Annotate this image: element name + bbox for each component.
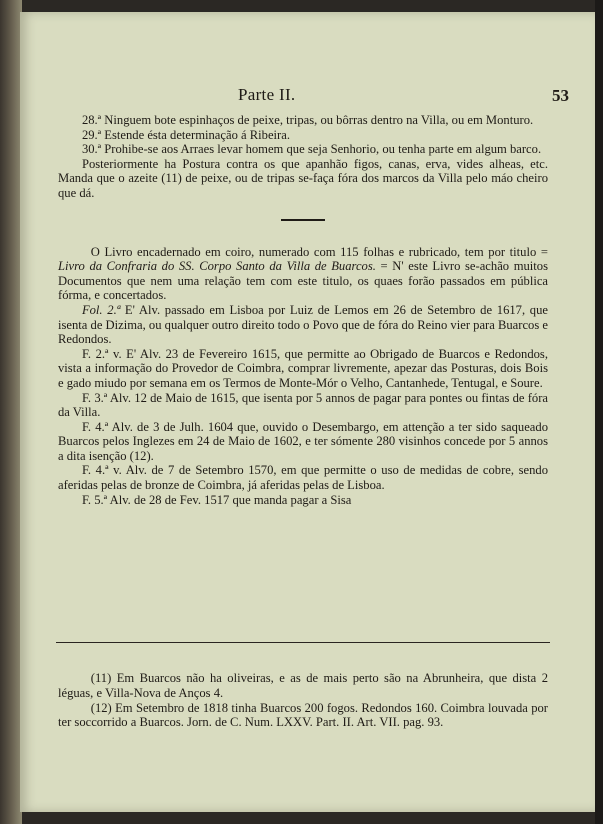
entry-ref: F. 4.ª v. — [81, 463, 122, 478]
entry-text: E' Alv. passado em Lisboa por Luiz de Lemos em 26 de Setembro de 1617, que isenta de Dizima, ou qualquer outro direito todo o Povo que de fóra do Reino vier para Buarcos e Redondos. — [58, 302, 548, 347]
entry-ref: Fol. 2.ª — [81, 302, 121, 317]
footnotes — [58, 671, 548, 730]
entry-text: Alv. de 28 de Fev. 1517 que manda pagar a Sisa — [107, 492, 352, 507]
page-number: 53 — [552, 86, 569, 105]
entry-f-5 — [58, 493, 548, 508]
footnote-12: (12) Em Setembro de 1818 tinha Buarcos 200 fogos. Redondos 160. Coimbra louvada por ter soccorrido a Buarcos. Jorn. de C. Num. LXXV. Part. II. Art. VII. pag. 93. — [58, 700, 548, 730]
book-title: Livro da Confraria do SS. Corpo Santo da Villa de Buarcos. — [58, 259, 376, 274]
entry-text: Alv. de 7 de Setembro 1570, em que permitte o uso de medidas de cobre, sendo aferidas pelas de bronze de Coimbra, já aferidas pelas de Lisboa. — [58, 463, 548, 493]
intro-text-before: O Livro encadernado em coiro, numerado com 115 folhas e rubricado, tem por titulo = — [90, 244, 548, 259]
paragraph-item-30: 30.ª Prohibe-se aos Arraes levar homem que seja Senhorio, ou tenha parte em algum barco. — [81, 142, 542, 157]
scan-border — [595, 0, 603, 824]
entry-ref: F. 3.ª — [81, 390, 108, 405]
entry-ref: F. 2.ª v. — [81, 346, 122, 361]
paragraph-item-29: 29.ª Estende ésta determinação á Ribeira. — [81, 127, 290, 142]
book-gutter — [0, 0, 22, 824]
intro-text-after: = N' este Livro se-achão muitos Documentos que nem uma relação tem com este titulo, os quaes forão passados em pública fórma, e concertados. — [58, 259, 548, 303]
entry-ref: F. 4.ª — [81, 419, 109, 434]
entry-f-4v — [58, 463, 548, 492]
page-header — [20, 85, 595, 107]
entry-fol-2 — [58, 303, 548, 347]
main-text — [58, 113, 548, 507]
entry-f-2v — [58, 347, 548, 391]
entry-text: Alv. de 3 de Julh. 1604 que, ouvido o Desembargo, em attenção a ter sido saqueado Buarcos pelos Inglezes em 24 de Maio de 1602, e ter sómente 280 visinhos concede por 5 annos a dita isenção (12). — [58, 419, 548, 463]
entry-text: E' Alv. 23 de Fevereiro 1615, que permitte ao Obrigado de Buarcos e Redondos, vista a informação do Provedor de Coimbra, comprar livremente, apezar das Posturas, dois Bois e gado miudo por semana em os Termos de Monte-Mór o Velho, Cantanhede, Tentugal, e Soure. — [58, 346, 548, 390]
footnote-11: (11) Em Buarcos não ha oliveiras, e as de mais perto são na Abrunheira, que dista 2 léguas, e Villa-Nova de Anços 4. — [58, 671, 548, 700]
entry-f-3 — [58, 391, 548, 420]
entry-text: Alv. 12 de Maio de 1615, que isenta por 5 annos de pagar para pontes ou fintas de fóra da Villa. — [58, 390, 549, 420]
footnote-divider — [56, 642, 550, 643]
section-gap — [58, 201, 548, 219]
running-title: Parte II. — [238, 85, 296, 104]
book-page — [20, 12, 595, 812]
paragraph-postura: Posteriormente ha Postura contra os que apanhão figos, canas, erva, vides alheas, etc. Manda que o azeite (11) de peixe, ou de tripas se-faça fóra dos marcos da Villa pelo máo cheiro que dá. — [58, 156, 548, 200]
section-gap — [58, 221, 548, 245]
paragraph-livro-intro — [58, 245, 548, 303]
entry-ref: F. 5.ª — [81, 492, 108, 507]
entry-f-4 — [58, 420, 548, 464]
paragraph-item-28: 28.ª Ninguem bote espinhaços de peixe, tripas, ou bôrras dentro na Villa, ou em Monturo. — [81, 113, 534, 127]
